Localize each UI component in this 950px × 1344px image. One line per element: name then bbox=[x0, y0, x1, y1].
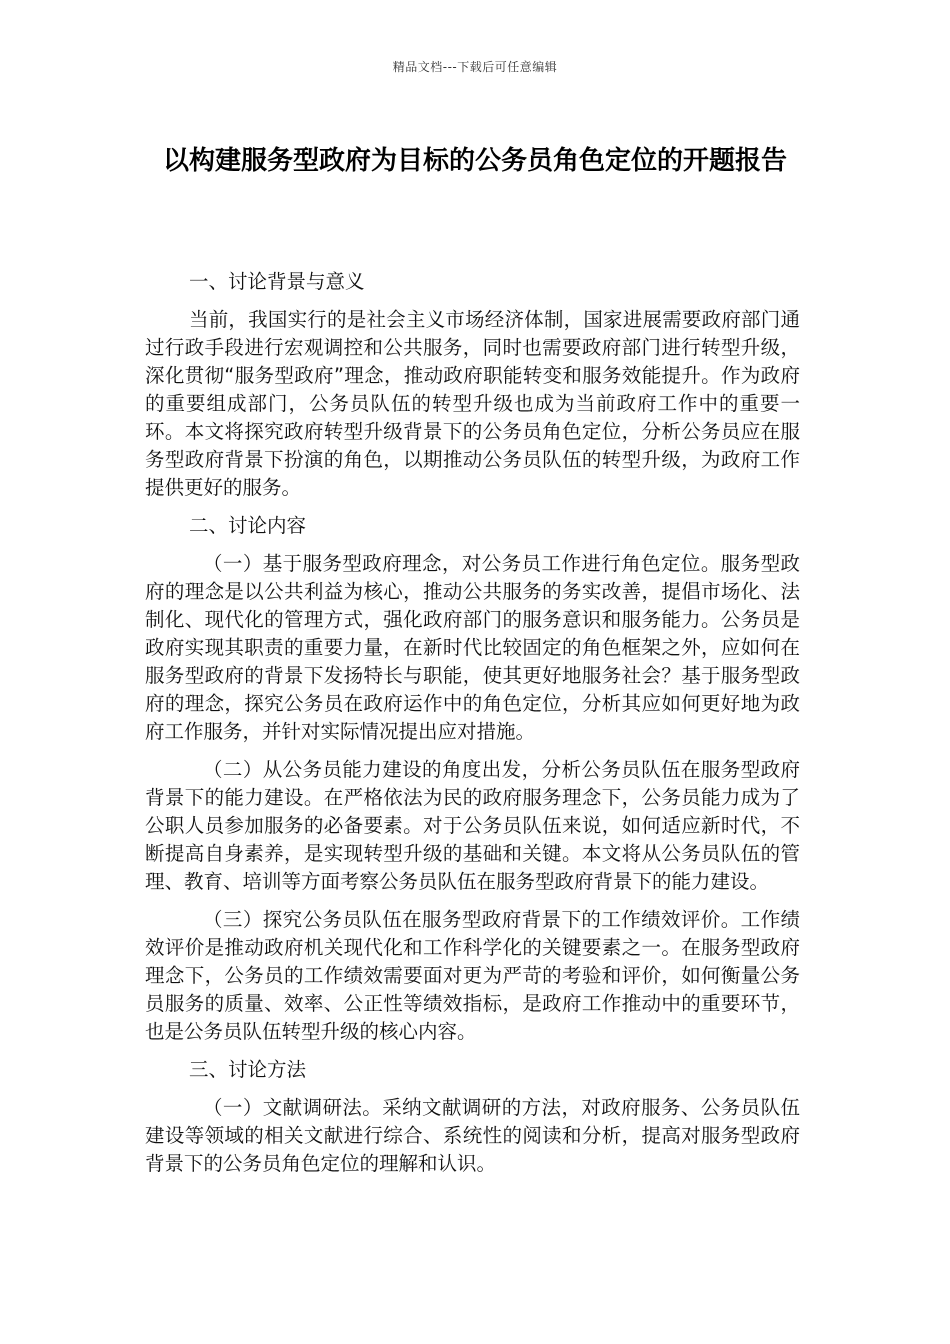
section-heading-methods: 三、讨论方法 bbox=[189, 1058, 307, 1081]
paragraph-content-2: （二）从公务员能力建设的角度出发，分析公务员队伍在服务型政府背景下的能力建设。在严格依法为民的政府服务理念下，公务员能力成为了公职人员参加服务的必备要素。对于公务员队伍来说，如何适应新时代，不断提高自身素养，是实现转型升级的基础和关键。本文将从公务员队伍的管理、教育、培训等方面考察公务员队伍在服务型政府背景下的能力建设。 bbox=[145, 758, 800, 893]
page-header-note: 精品文档---下载后可任意编辑 bbox=[392, 60, 558, 74]
paragraph-methods-1: （一）文献调研法。采纳文献调研的方法，对政府服务、公务员队伍建设等领域的相关文献进行综合、系统性的阅读和分析，提高对服务型政府背景下的公务员角色定位的理解和认识。 bbox=[145, 1096, 800, 1175]
document-title: 以构建服务型政府为目标的公务员角色定位的开题报告 bbox=[162, 146, 787, 176]
document-body bbox=[145, 268, 800, 1188]
paragraph-content-1: （一）基于服务型政府理念，对公务员工作进行角色定位。服务型政府的理念是以公共利益为核心，推动公共服务的务实改善，提倡市场化、法制化、现代化的管理方式，强化政府部门的服务意识和服务能力。公务员是政府实现其职责的重要力量，在新时代比较固定的角色框架之外，应如何在服务型政府的背景下发扬特长与职能，使其更好地服务社会？基于服务型政府的理念，探究公务员在政府运作中的角色定位，分析其应如何更好地为政府工作服务，并针对实际情况提出应对措施。 bbox=[145, 552, 800, 743]
paragraph-background: 当前，我国实行的是社会主义市场经济体制，国家进展需要政府部门通过行政手段进行宏观调控和公共服务，同时也需要政府部门进行转型升级，深化贯彻“服务型政府”理念，推动政府职能转变和服务效能提升。作为政府的重要组成部门，公务员队伍的转型升级也成为当前政府工作中的重要一环。本文将探究政府转型升级背景下的公务员角色定位，分析公务员应在服务型政府背景下扮演的角色，以期推动公务员队伍的转型升级，为政府工作提供更好的服务。 bbox=[145, 308, 800, 499]
section-heading-background: 一、讨论背景与意义 bbox=[189, 270, 365, 293]
section-heading-content: 二、讨论内容 bbox=[189, 514, 307, 537]
paragraph-content-3: （三）探究公务员队伍在服务型政府背景下的工作绩效评价。工作绩效评价是推动政府机关现代化和工作科学化的关键要素之一。在服务型政府理念下，公务员的工作绩效需要面对更为严苛的考验和评价，如何衡量公务员服务的质量、效率、公正性等绩效指标，是政府工作推动中的重要环节，也是公务员队伍转型升级的核心内容。 bbox=[145, 908, 800, 1043]
